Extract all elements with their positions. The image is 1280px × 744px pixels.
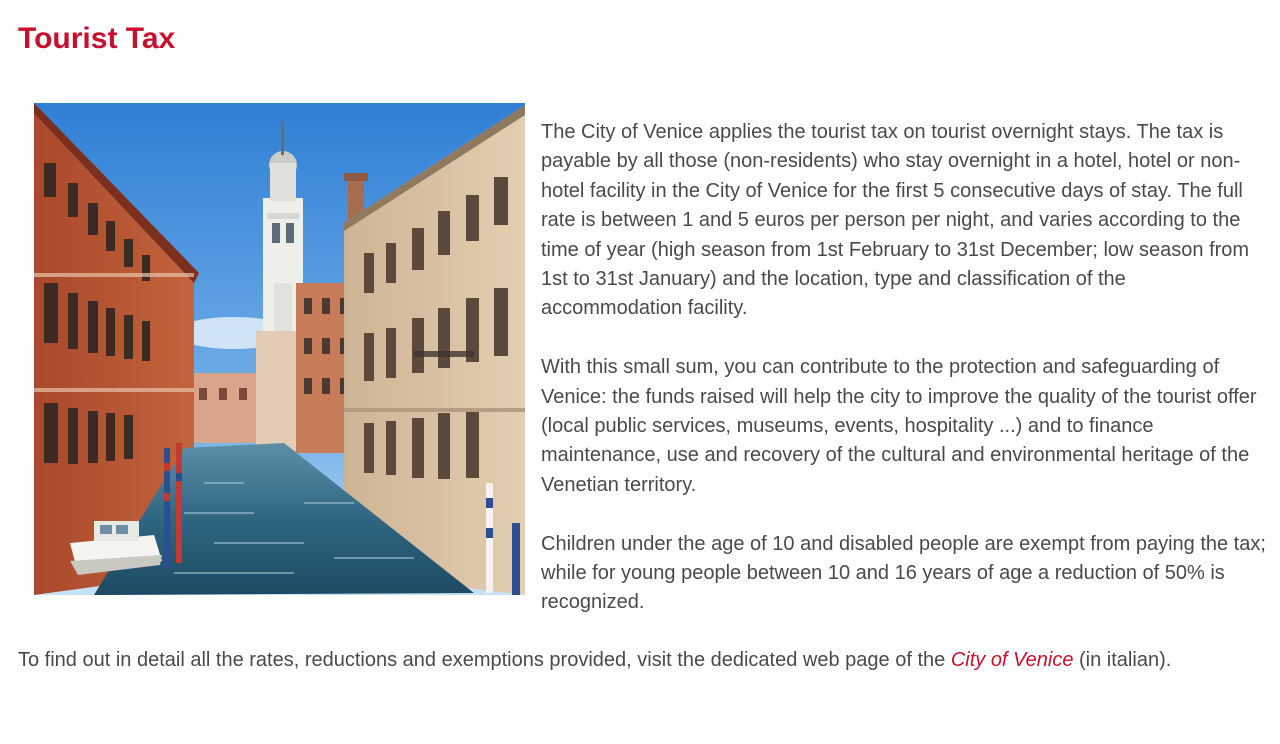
- city-of-venice-link[interactable]: City of Venice: [950, 649, 1074, 671]
- paragraph: With this small sum, you can contribute to the protection and safeguarding of Venice: the funds raised will help the city to improve the quality of the tourist offer (local public services, museums, events, hospitality ...) and to finance maintenance, use and recovery of the cultural and environmental heritage of the Venetian territory.: [541, 356, 1257, 496]
- paragraph: Children under the age of 10 and disabled people are exempt from paying the tax; while for young people between 10 and 16 years of age a reduction of 50% is recognized.: [541, 532, 1266, 614]
- paragraph: The City of Venice applies the tourist tax on tourist overnight stays. The tax is payable by all those (non-residents) who stay overnight in a hotel, hotel or non-hotel facility in the City of Venice for the first 5 consecutive days of stay. The full rate is between 1 and 5 euros per person per night, and varies according to the time of year (high season from 1st February to 31st December; low season from 1st to 31st January) and the location, type and classification of the accommodation facility.: [541, 121, 1250, 320]
- page-title: Tourist Tax: [18, 22, 176, 55]
- venice-canal-image: [34, 103, 525, 595]
- intro-text: [541, 118, 1269, 647]
- details-text: To find out in detail all the rates, reductions and exemptions provided, visit the dedicated web page of the: [18, 649, 951, 671]
- details-paragraph: [18, 646, 1228, 675]
- details-text-suffix: (in italian).: [1073, 649, 1172, 671]
